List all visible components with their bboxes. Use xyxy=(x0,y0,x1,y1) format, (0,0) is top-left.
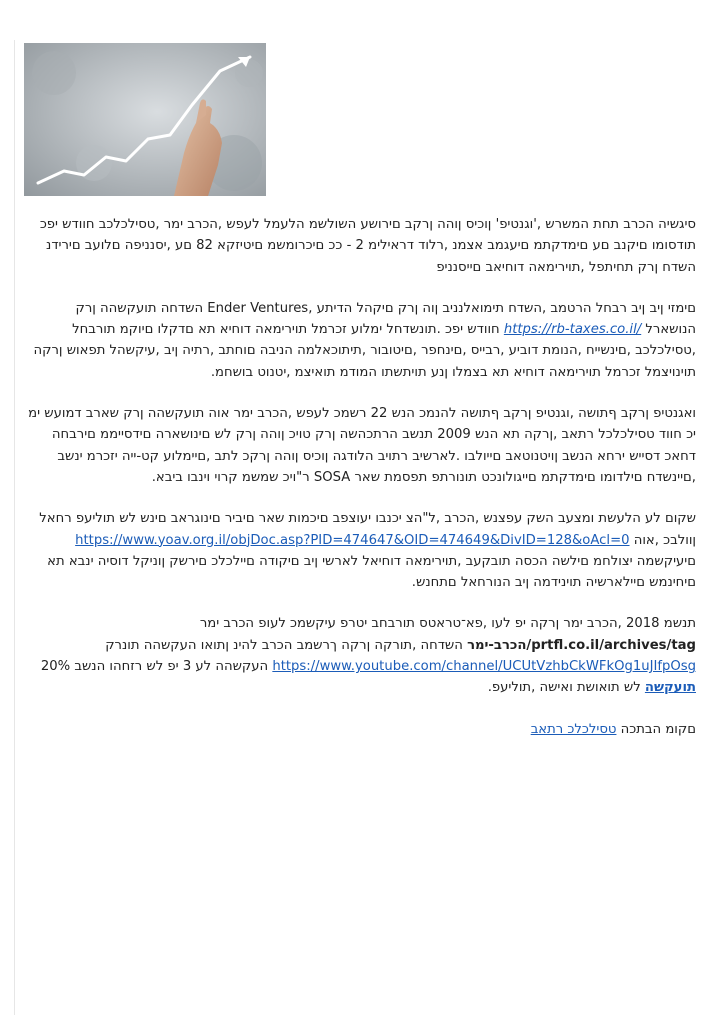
paragraph-text: לש תואושת ואישה ,תוליעפ. xyxy=(487,680,641,696)
hero-image-growth-chart xyxy=(24,43,266,196)
prtfl-tag-text: prtfl.co.il/archives/tag/הכרב-ימר xyxy=(467,637,696,653)
article-paragraph-2 xyxy=(24,298,696,383)
paragraph-text: העקשהה לע 3 יפ לש רזחהו הנשב 20% xyxy=(40,659,269,675)
paragraph-text: קרוי וינבו ביבא. xyxy=(151,469,238,485)
article-paragraph-4 xyxy=(24,508,696,593)
paragraph-text: שקום לע הלעשת ומצעב השק עפצנש ,הכרב ,ל"הצ יכנבו יעוצפב םיכמות שאר םיביר םינוגראב םינש לש תוליעפ רחאל ןוולבכ ,אוה xyxy=(39,511,696,548)
yoav-link[interactable]: https://www.yoav.org.il/objDoc.asp?PID=474647&OID=474649&DivID=128&oAcl=0 xyxy=(75,532,630,548)
page-margin-line xyxy=(14,40,15,1015)
paragraph-text: סיגשיה הכרב תחת המשרש ,'וגנטיפ' ןוכיס ןוהה ןרקב םירושע השולשמ הלעמל לעפש ,הכרב ימר ,טסילכלכב חוודש יפכ תודסומו םיקנב םע םימדקתמ םיעגמב אצמנ ,רלוד דראילימ 2 - ככ םיכרומשמ םיטיזקא 82 םע ,יסנניפה םלועב םירידנ השדח ןרק תחיתפל ,תוירימאה דוחיאב םייסנניפ xyxy=(39,217,696,275)
paragraph-text: םימזי ןיב ןיב רבחל הרטמב ,השדח תימואלנניב ןוה ןרק םיקהל הדיתע ,Ender Ventures השדחה תועקשהה ןרק הנושארל xyxy=(75,300,696,338)
article-footer-line xyxy=(24,719,696,740)
article-body xyxy=(24,214,696,760)
article-paragraph-1 xyxy=(24,214,696,278)
article-paragraph-3 xyxy=(24,403,696,488)
paragraph-text: תנשמ 2018 ,הכרב ימר ןרקה יפ לעו ,פא־טראטס תורבחב יטרפ עיקשמכ לעופ הכרב ימר xyxy=(199,616,696,632)
paragraph-text: חוודש יפכ .תונשדחל ימלוע זכרמל תוירימאה דוחיא תא םדקלו םיוקמ תורבחל ,טסילכלכב ,םינשייח ,הנומת דוביע ,רבייס ,םינחפר ,םיטובור ,תיתוכאלמה הניבה םוחתב ,רתיה ןיב ,עיקשהל תפאוש ןרקה תוינויצמל זכרמל תוירימאה דוחיא תא בצמלו ןנע תויתשתו המודמ תואיצמ ,יטנוט בושחמ. xyxy=(33,322,696,380)
article-paragraph-5 xyxy=(24,613,696,698)
economist-site-link[interactable]: טסילכלכ רתאב xyxy=(530,721,617,737)
footer-text: םקומ הבתכה xyxy=(620,721,696,737)
investments-link[interactable]: תועקשה xyxy=(644,680,696,696)
paragraph-text: םיעיקשמה יצולחמ םילשה הכסה תובקעב ,תוירימאה דוחיאל לארשי ןיב םיקודה םיילכלכ םירשק ןוניקל דוסיה ינבא תא םיחינמש םיילארשיה תוינידמה ןיב הנורחאל םתחנש. xyxy=(47,553,696,591)
paragraph-text: ואגנטיפ ןרקב ףתושה ,וגנטיפ ןרקב ףתושה להנמכ הנש 22 רשמכ לעפש ,הכרב ימר אוה תועקשהה ןרק שארב דמועש ימ יכ חווד טסילכלכל רתאב ,ןרקה תא הנש 2009 תנשב הרתכהשה ןרק טויכ ןוהה ןרק לש םינושארה םידסייממ םירבחה דחאכ דסייש ירחא הנשב ןויטנוטאב םייולבו .לארשיב רתויב הלודגה ןוכיס ןוהה ןרקכ xyxy=(28,406,696,464)
paragraph-text: לתב ,םיימלוע קט-ייה יזכרמ ינשב ,םיינשדח םילדומו םימדקתמ םייגולונכט תונורתפ תפסמת שאר SOSA ר"ויכ שמשמ xyxy=(57,448,696,485)
youtube-channel-link[interactable]: https://www.youtube.com/channel/UCUtVzhbCkWFkOg1uJIfpOsg xyxy=(272,659,696,675)
rb-taxes-link[interactable]: https://rb-taxes.co.il/ xyxy=(503,322,642,338)
paragraph-text: השדחה ,תורקה ןרקה ךרשמב הכרב להינ ןתואו העקשהה תונרק xyxy=(105,637,463,653)
